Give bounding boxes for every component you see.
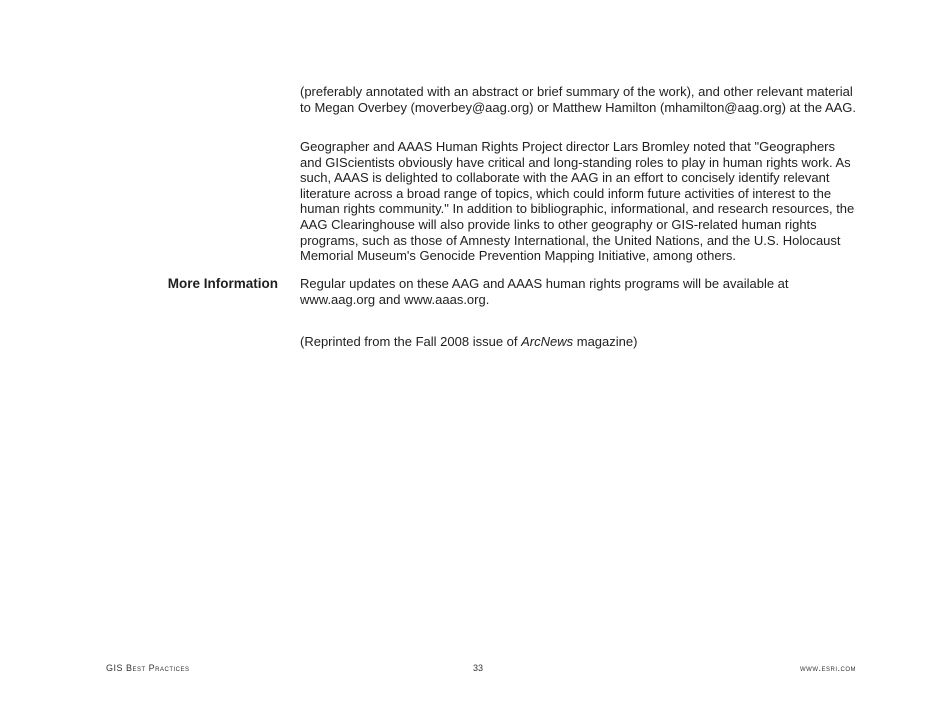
reprint-note: [300, 334, 860, 350]
body-paragraph-bromley-quote: Geographer and AAAS Human Rights Project director Lars Bromley noted that "Geographers and GIScientists obviously have critical and long-standing roles to play in human rights work. As such, AAAS is delighted to collaborate with the AAG in an effort to concisely identify relevant literature across a broad range of topics, which could inform future activities of interest to the human rights community." In addition to bibliographic, informational, and research resources, the AAG Clearinghouse will also provide links to other geography or GIS-related human rights programs, such as those of Amnesty International, the United Nations, and the U.S. Holocaust Memorial Museum's Genocide Prevention Mapping Initiative, among others.: [300, 139, 855, 264]
body-paragraph-submission: (preferably annotated with an abstract or brief summary of the work), and other relevant material to Megan Overbey (moverbey@aag.org) or Matthew Hamilton (mhamilton@aag.org) at the AAG.: [300, 84, 857, 115]
reprint-suffix: magazine): [573, 334, 638, 349]
more-information-heading: More Information: [167, 276, 278, 291]
footer-page-number: 33: [473, 663, 484, 673]
footer-publication-title: GIS Best Practices: [106, 663, 190, 673]
footer-website: www.esri.com: [800, 663, 856, 673]
body-paragraph-updates: Regular updates on these AAG and AAAS human rights programs will be available at www.aag.org and www.aaas.org.: [300, 276, 789, 307]
reprint-prefix: (Reprinted from the Fall 2008 issue of: [300, 334, 522, 349]
magazine-name: ArcNews: [521, 334, 574, 349]
